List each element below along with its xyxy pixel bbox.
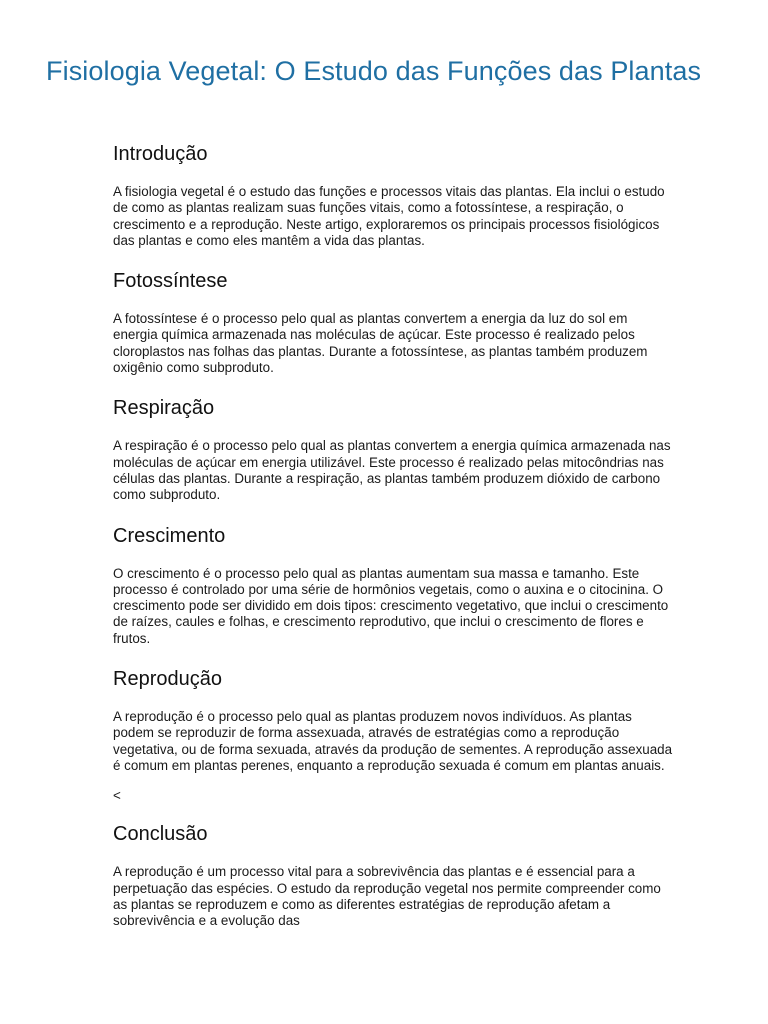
section-heading: Crescimento xyxy=(113,524,226,547)
section-fotossintese xyxy=(113,267,673,376)
section-paragraph: A fisiologia vegetal é o estudo das funções e processos vitais das plantas. Ela inclui o estudo de como as plantas realizam suas funções vitais, como a fotossíntese, a respiração, o crescimento e a reprodução. Neste artigo, exploraremos os principais processos fisiológicos das plantas e como eles mantêm a vida das plantas. xyxy=(113,184,665,248)
section-paragraph: A fotossíntese é o processo pelo qual as plantas convertem a energia da luz do sol em energia química armazenada nas moléculas de açúcar. Este processo é realizado pelos cloroplastos nas folhas das plantas. Durante a fotossíntese, as plantas também produzem oxigênio como subproduto. xyxy=(113,311,648,376)
section-respiracao xyxy=(113,394,673,503)
section-introducao xyxy=(113,140,673,249)
section-heading: Conclusão xyxy=(113,823,208,846)
section-paragraph: O crescimento é o processo pelo qual as plantas aumentam sua massa e tamanho. Este processo é controlado por uma série de hormônios vegetais, como o auxina e o citocinina. O crescimento pode ser dividido em dois tipos: crescimento vegetativo, que inclui o crescimento de raízes, caules e folhas, e crescimento reprodutivo, que inclui o crescimento de flores e frutos. xyxy=(113,565,669,646)
section-conclusao xyxy=(113,820,673,929)
article-body xyxy=(113,140,673,947)
section-reproducao xyxy=(113,665,673,774)
section-heading: Reprodução xyxy=(113,668,222,691)
section-heading: Introdução xyxy=(113,143,208,165)
section-paragraph: A reprodução é um processo vital para a sobrevivência das plantas e é essencial para a perpetuação das espécies. O estudo da reprodução vegetal nos permite compreender como as plantas se reproduzem e como as diferentes estratégias de reprodução afetam a sobrevivência e a evolução das xyxy=(113,864,661,929)
section-heading: Fotossíntese xyxy=(113,270,228,293)
section-paragraph: A reprodução é o processo pelo qual as plantas produzem novos indivíduos. As plantas podem se reproduzir de forma assexuada, através de estratégias como a reprodução vegetativa, ou de forma sexuada, através da produção de sementes. A reprodução assexuada é comum em plantas perenes, enquanto a reprodução sexuada é comum em plantas anuais. xyxy=(113,709,673,773)
page-title: Fisiologia Vegetal: O Estudo das Funções das Plantas xyxy=(46,56,702,86)
section-heading: Respiração xyxy=(113,397,215,420)
stray-character: < xyxy=(113,788,121,804)
section-crescimento xyxy=(113,522,673,647)
section-paragraph: A respiração é o processo pelo qual as plantas convertem a energia química armazenada nas moléculas de açúcar em energia utilizável. Este processo é realizado pelas mitocôndrias nas células das plantas. Durante a respiração, as plantas também produzem dióxido de carbono como subproduto. xyxy=(113,438,671,503)
